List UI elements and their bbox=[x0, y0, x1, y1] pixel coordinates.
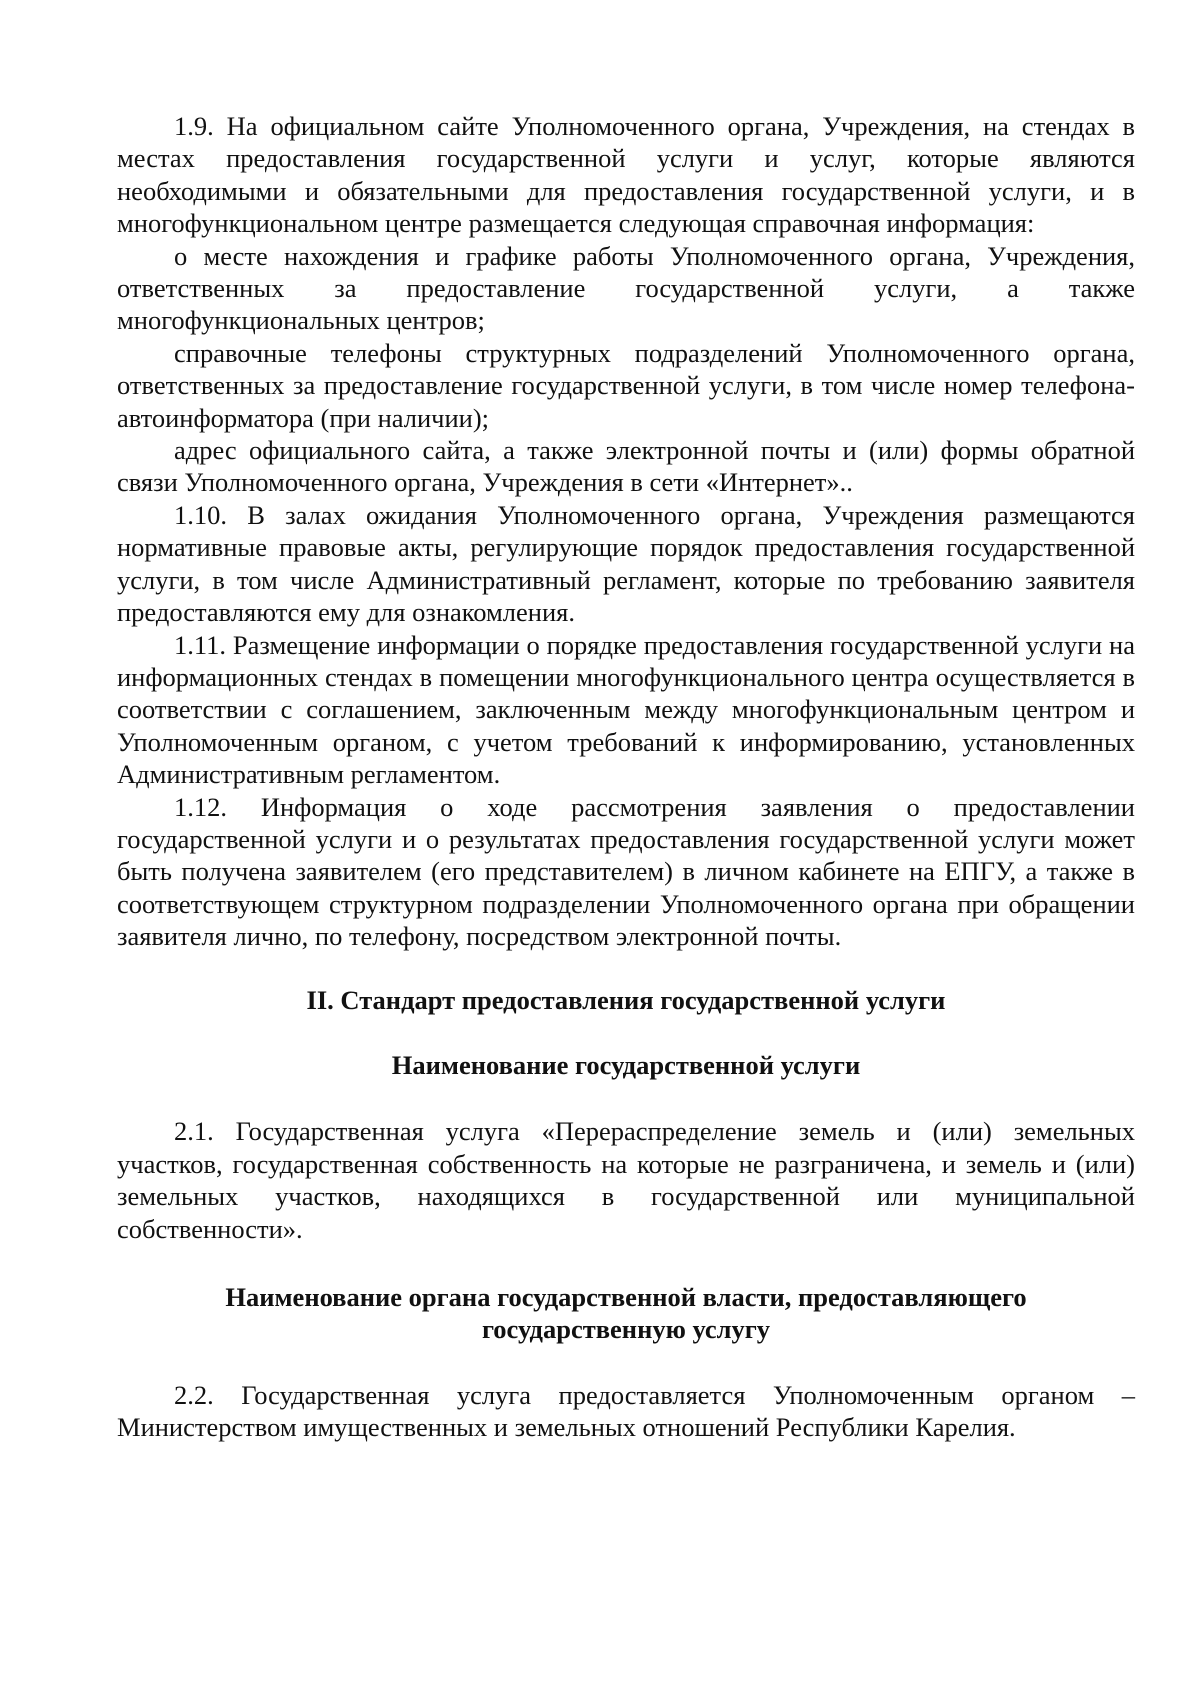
paragraph-1-11: 1.11. Размещение информации о порядке предоставления государственной услуги на информационных стендах в помещении многофункционального центра осуществляется в соответствии с соглашением, заключенным между многофункциональным центром и Уполномоченным органом, с учетом требований к информированию, установленных Административным регламентом. bbox=[117, 629, 1135, 790]
paragraph-2-1: 2.1. Государственная услуга «Перераспределение земель и (или) земельных участков, государственная собственность на которые не разграничена, и земель и (или) земельных участков, находящихся в государственной или муниципальной собственности». bbox=[117, 1116, 1135, 1244]
subheading-authority-line-1: Наименование органа государственной власти, предоставляющего bbox=[225, 1282, 1027, 1312]
paragraph-1-9: 1.9. На официальном сайте Уполномоченного органа, Учреждения, на стендах в местах предоставления государственной услуги и услуг, которые являются необходимыми и обязательными для предоставления государственной услуги, и в многофункциональном центре размещается следующая справочная информация: bbox=[117, 111, 1135, 239]
document-page bbox=[117, 110, 1135, 1444]
paragraph-1-10: 1.10. В залах ожидания Уполномоченного органа, Учреждения размещаются нормативные правовые акты, регулирующие порядок предоставления государственной услуги, в том числе Административный регламент, которые по требованию заявителя предоставляются ему для ознакомления. bbox=[117, 499, 1135, 628]
paragraph-phones: справочные телефоны структурных подразделений Уполномоченного органа, ответственных за предоставление государственной услуги, в том числе номер телефона-автоинформатора (при наличии); bbox=[117, 337, 1135, 433]
subheading-service-name: Наименование государственной услуги bbox=[391, 1049, 861, 1080]
paragraph-1-12: 1.12. Информация о ходе рассмотрения заявления о предоставлении государственной услуги и о результатах предоставления государственной услуги может быть получена заявителем (его представителем) в личном кабинете на ЕПГУ, а также в соответствующем структурном подразделении Уполномоченного органа при обращении заявителя лично, по телефону, посредством электронной почты. bbox=[117, 791, 1135, 952]
section-heading: II. Стандарт предоставления государственной услуги bbox=[306, 984, 946, 1015]
subheading-authority-line-2: государственную услугу bbox=[481, 1314, 771, 1345]
subheading-authority bbox=[117, 1281, 1135, 1346]
paragraph-website-address: адрес официального сайта, а также электронной почты и (или) формы обратной связи Уполномоченного органа, Учреждения в сети «Интернет».. bbox=[117, 435, 1135, 498]
paragraph-location-schedule: о месте нахождения и графике работы Уполномоченного органа, Учреждения, ответственных за предоставление государственной услуги, а также многофункциональных центров; bbox=[117, 240, 1135, 336]
paragraph-2-2: 2.2. Государственная услуга предоставляется Уполномоченным органом – Министерством имущественных и земельных отношений Республики Карелия. bbox=[117, 1379, 1135, 1443]
